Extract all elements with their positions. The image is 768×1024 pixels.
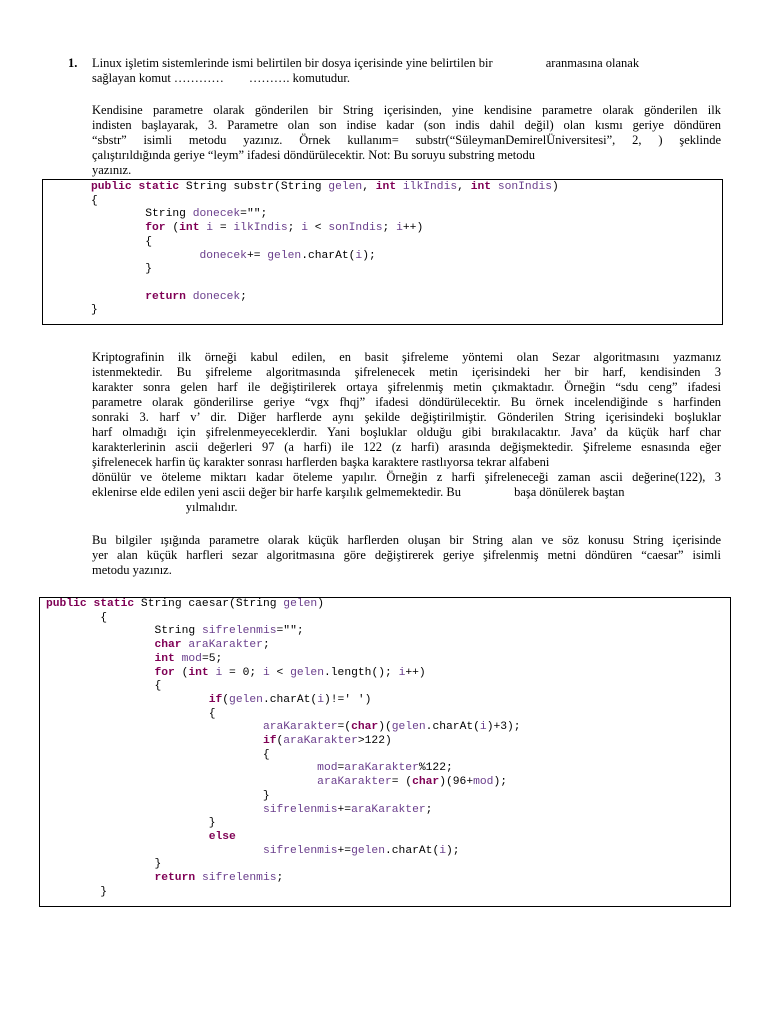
- text-line: harf olmadığı için şifrelenmeyeceklerdir. Yani boşluklar olduğu gibi bırakılacaktır. Java’ da küçük harf char: [92, 425, 721, 439]
- code-keyword: else: [208, 830, 236, 843]
- code-text: {: [46, 680, 162, 693]
- text-line: dönülür ve öteleme miktarı kadar öteleme yapılır. Örneğin z harfi şifreleneceği zaman ascii değerine(122), 3: [92, 470, 721, 484]
- code-text: }: [46, 789, 270, 802]
- code-identifier: gelen: [290, 666, 324, 679]
- code-identifier: gelen: [391, 721, 426, 734]
- code-identifier: araKarakter: [344, 762, 419, 775]
- code-text: {: [91, 235, 153, 248]
- code-line: [91, 222, 423, 236]
- code-text: String: [46, 625, 202, 638]
- code-text: +=: [337, 803, 352, 816]
- code-text: );: [362, 249, 376, 262]
- code-identifier: gelen: [328, 181, 363, 193]
- text-line: karakterlerinin ascii değerleri 97 (a harfi) ile 122 (z harfi) arasında değişmektedir. Şifreleme esnasında eğer: [92, 440, 721, 454]
- text-line: karakter sonra gelen harf ile değiştirilerek ortaya şifrelenmiş metin çıkmaktadır. Örneğin “sdu ceng” ifadesi: [92, 380, 721, 394]
- code-identifier: i: [396, 222, 403, 235]
- code-text: [91, 222, 145, 234]
- code-text: [46, 831, 209, 843]
- code-text: ;: [262, 639, 270, 652]
- code-text: )(: [378, 721, 392, 734]
- code-identifier: i: [398, 666, 406, 679]
- code-text: [46, 845, 263, 857]
- text-line: sonraki 3. harf v’ dir. Diğer harflerde aynı şekilde değiştirilmiştir. Gönderilen String içerisindeki boşluklar: [92, 410, 721, 424]
- code-identifier: gelen: [267, 249, 302, 262]
- code-identifier: i: [215, 666, 223, 679]
- code-text: [46, 804, 263, 816]
- code-keyword: char: [351, 721, 379, 734]
- code-text: }: [46, 885, 108, 898]
- code-line: [46, 804, 432, 818]
- code-text: [46, 735, 263, 747]
- code-identifier: araKarakter: [351, 803, 426, 816]
- code-text: .charAt(: [384, 844, 440, 857]
- code-text: ++): [402, 222, 424, 235]
- code-text: }: [46, 858, 162, 871]
- code-keyword: for: [145, 222, 173, 235]
- code-text: =: [213, 222, 234, 235]
- code-text: String caesar(String: [140, 598, 284, 610]
- text-line: eklenirse elde edilen yeni ascii değer bir harfe karşılık gelmemektedir. Bu başa dönülerek baştan: [92, 485, 625, 499]
- code-line: [46, 831, 236, 845]
- code-identifier: araKarakter: [188, 639, 263, 652]
- code-line: [46, 858, 161, 872]
- code-text: +=: [246, 249, 268, 262]
- code-identifier: sifrelenmis: [262, 844, 338, 857]
- code-text: {: [46, 611, 108, 624]
- code-keyword: int: [188, 666, 216, 679]
- code-keyword: for: [154, 666, 182, 679]
- code-text: }: [91, 304, 98, 317]
- code-line: [46, 790, 270, 804]
- code-identifier: donecek: [192, 290, 241, 303]
- text-line: şifrelenecek harfin üç karakter sonrası harflerden başka karaktere rastlıyorsa tekrar alfabeni: [92, 455, 550, 469]
- code-line: [46, 653, 222, 667]
- code-identifier: i: [439, 844, 446, 857]
- code-text: String substr(String: [185, 181, 329, 193]
- code-text: ,: [362, 181, 376, 193]
- code-text: ="";: [240, 208, 268, 221]
- code-identifier: araKarakter: [283, 735, 358, 747]
- code-identifier: sonIndis: [497, 181, 553, 193]
- code-text: ,: [457, 181, 471, 193]
- code-line: [46, 721, 521, 735]
- code-text: = (: [391, 776, 413, 789]
- code-line: [91, 291, 247, 305]
- code-line: [46, 886, 107, 900]
- code-keyword: if: [208, 693, 223, 706]
- code-text: [46, 721, 263, 733]
- code-text: >122): [357, 735, 392, 747]
- text-line: Bu bilgiler ışığında parametre olarak küçük harflerden oluşan bir String alan ve söz konusu String içerisinde: [92, 533, 721, 547]
- code-identifier: ilkIndis: [402, 181, 458, 193]
- code-identifier: gelen: [283, 598, 318, 610]
- text-line: çalıştırıldığında geriye “leym” ifadesi döndürülecektir. Not: Bu soruyu substring metodu: [92, 148, 535, 162]
- code-keyword: return: [145, 290, 193, 303]
- code-identifier: donecek: [199, 249, 247, 262]
- code-line: [91, 208, 267, 222]
- code-text: {: [91, 194, 98, 207]
- code-keyword: char: [154, 639, 189, 652]
- code-line: [91, 263, 152, 277]
- text-line: sağlayan komut ………… ………. komutudur.: [92, 71, 350, 85]
- question-number: 1.: [68, 56, 78, 70]
- code-text: (: [276, 735, 284, 747]
- text-line: yazınız.: [92, 163, 132, 177]
- code-line: [46, 872, 283, 886]
- code-line: [46, 735, 392, 749]
- code-text: ++): [405, 666, 426, 679]
- code-line: [46, 625, 304, 639]
- code-keyword: int: [179, 222, 207, 235]
- code-text: +=: [337, 844, 352, 857]
- code-text: (: [222, 693, 230, 706]
- code-text: ): [552, 181, 559, 193]
- code-text: [46, 653, 154, 665]
- code-keyword: return: [154, 872, 202, 884]
- text-line: yer alan küçük harfleri sezar algoritmasına göre değiştirerek geriye şifrelenmiş metni döndüren “caesar” isimli: [92, 548, 721, 562]
- code-text: ;: [276, 872, 284, 884]
- code-identifier: i: [206, 222, 214, 235]
- code-text: = 0;: [222, 666, 263, 679]
- code-text: [46, 694, 209, 706]
- code-identifier: i: [301, 222, 308, 235]
- code-text: )!=' '): [323, 693, 372, 706]
- code-keyword: char: [412, 776, 440, 789]
- text-line: metodu yazınız.: [92, 563, 172, 577]
- code-line: [46, 845, 460, 859]
- text-line: istenmektedir. Bu şifreleme algoritmasında şifrelenecek metin içerisindeki her bir harf, kendisinden 3: [92, 365, 721, 379]
- code-text: ): [317, 598, 324, 610]
- code-text: }: [91, 263, 153, 276]
- question-3-text: [92, 350, 721, 515]
- code-text: .charAt(: [262, 693, 318, 706]
- code-line: [91, 181, 559, 195]
- code-text: )(96+: [439, 776, 474, 789]
- code-text: =5;: [201, 652, 223, 665]
- text-line: yılmalıdır.: [92, 500, 238, 514]
- code-text: <: [307, 222, 329, 235]
- code-text: );: [493, 776, 508, 789]
- code-keyword: int: [154, 652, 182, 665]
- code-text: =(: [337, 721, 352, 734]
- code-identifier: mod: [473, 776, 494, 789]
- code-line: [46, 749, 270, 763]
- question-2-text: [92, 103, 721, 178]
- code-identifier: donecek: [192, 208, 241, 221]
- code-text: [46, 872, 154, 884]
- code-text: )+3);: [486, 721, 521, 734]
- code-text: .length();: [324, 666, 399, 679]
- code-line: [46, 680, 161, 694]
- text-line: “sbstr” isimli metodu yazınız. Örnek kullanım= substr(“SüleymanDemirelÜniversitesi”, 2, ) şeklinde: [92, 133, 721, 147]
- code-identifier: sifrelenmis: [262, 803, 338, 816]
- code-identifier: mod: [317, 762, 338, 775]
- code-identifier: ilkIndis: [233, 222, 288, 235]
- code-text: [91, 250, 199, 262]
- code-text: <: [269, 666, 291, 679]
- code-block-substr: [42, 179, 723, 325]
- text-line: Linux işletim sistemlerinde ismi belirtilen bir dosya içerisinde yine belirtilen bir aranmasına olanak: [92, 56, 640, 70]
- code-identifier: i: [355, 249, 363, 262]
- code-identifier: araKarakter: [262, 721, 338, 734]
- code-line: [46, 817, 215, 831]
- code-text: }: [46, 817, 216, 830]
- code-text: {: [46, 707, 216, 720]
- code-identifier: sifrelenmis: [201, 872, 277, 884]
- code-text: ;: [425, 803, 433, 816]
- code-text: =: [337, 762, 345, 775]
- question-1-text: [92, 56, 721, 86]
- code-keyword: if: [262, 735, 277, 747]
- text-line: Kendisine parametre olarak gönderilen bir String içerisinden, yine kendisine parametre olarak gönderilen ilk: [92, 103, 721, 117]
- code-text: ;: [240, 290, 247, 303]
- code-text: String: [91, 208, 193, 221]
- code-identifier: gelen: [351, 844, 385, 857]
- code-line: [46, 667, 426, 681]
- code-keyword: public static: [46, 598, 141, 610]
- code-line: [46, 612, 107, 626]
- text-line: indisten başlayarak, 3. Parametre olan son indise kadar (son indis dahil değil) olan kısmı geriye döndüren: [92, 118, 721, 132]
- code-keyword: public static: [91, 181, 186, 193]
- code-line: [91, 236, 152, 250]
- code-text: ;: [287, 222, 302, 235]
- code-text: (: [172, 222, 180, 235]
- code-identifier: araKarakter: [317, 776, 392, 789]
- code-line: [91, 195, 98, 209]
- code-line: [46, 598, 324, 612]
- code-text: .charAt(: [425, 721, 480, 734]
- code-text: %122;: [418, 762, 453, 775]
- code-text: [46, 776, 317, 788]
- code-line: [91, 250, 376, 264]
- text-line: parametre olarak gönderilirse geriye “vgx fhqj” ifadesi döndürülecektir. Bu örnek incelendiğinde s harfinden: [92, 395, 721, 409]
- code-text: );: [446, 844, 460, 857]
- code-text: [91, 291, 145, 303]
- code-text: [46, 762, 317, 774]
- code-identifier: i: [317, 693, 324, 706]
- code-line: [46, 708, 215, 722]
- code-identifier: sifrelenmis: [201, 625, 277, 638]
- code-identifier: sonIndis: [328, 222, 383, 235]
- code-text: [46, 639, 154, 651]
- question-4-text: [92, 533, 721, 578]
- code-block-caesar: [39, 597, 731, 907]
- code-line: [91, 304, 98, 318]
- code-text: {: [46, 748, 270, 761]
- code-text: [46, 667, 154, 679]
- code-line: [46, 776, 507, 790]
- code-keyword: int: [470, 181, 498, 193]
- code-text: ;: [382, 222, 397, 235]
- code-text: (: [181, 666, 189, 679]
- code-line: [46, 694, 371, 708]
- code-identifier: mod: [181, 652, 202, 665]
- code-text: .charAt(: [301, 249, 356, 262]
- code-text: ="";: [276, 625, 304, 638]
- code-keyword: int: [375, 181, 403, 193]
- code-identifier: gelen: [229, 693, 263, 706]
- code-identifier: i: [262, 666, 270, 679]
- code-line: [46, 639, 270, 653]
- code-line: [46, 762, 453, 776]
- code-identifier: i: [479, 721, 487, 734]
- text-line: Kriptografinin ilk örneği kabul edilen, en basit şifreleme yöntemi olan Sezar algoritmasını yazmanız: [92, 350, 721, 364]
